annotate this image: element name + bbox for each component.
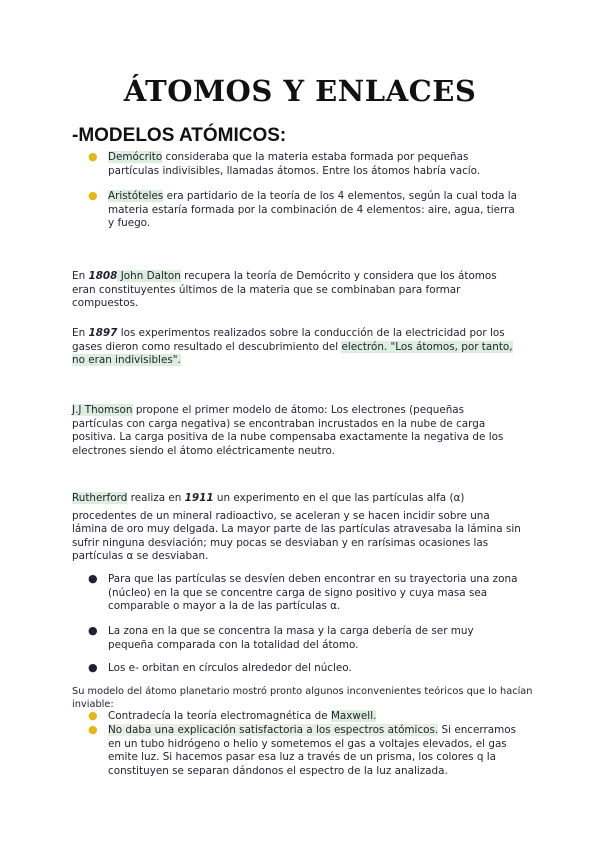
text: recupera la teoría de Demócrito y considera que los átomos: [180, 270, 497, 282]
list-item: [88, 661, 352, 676]
highlight-name: Rutherford: [72, 492, 128, 504]
list-item: [88, 624, 474, 652]
text: Su modelo del átomo planetario mostró pronto algunos inconvenientes teóricos que lo hacían: [72, 686, 533, 697]
bullet-icon: ●: [88, 723, 98, 736]
list-text: comparable o mayor a la de las partículas α.: [108, 600, 341, 613]
highlight-name: Demócrito: [108, 151, 163, 163]
list-text: materia estaría formada por la combinación de 4 elementos: aire, agua, tierra: [108, 203, 515, 216]
text: un experimento en el que las partículas alfa (α): [213, 492, 465, 504]
text: sufrir ninguna desviación; muy pocas se desviaban y en rarísimas ocasiones las: [72, 536, 489, 549]
paragraph-thomson: [72, 404, 503, 458]
list-item-espectros: [88, 723, 517, 778]
list-text: Para que las partículas se desvíen deben encontrar en su trayectoria una zona: [108, 573, 518, 585]
year: 1808: [88, 270, 118, 282]
list-text: Contradecía la teoría electromagnética de: [108, 710, 331, 722]
list-text: (núcleo) en la que se concentre carga de signo positivo y cuya masa sea: [108, 586, 488, 599]
list-text: La zona en la que se concentra la masa y la carga debería de ser muy: [108, 625, 474, 637]
highlight-name: Maxwell.: [330, 710, 377, 722]
bullet-icon: ●: [88, 661, 98, 674]
highlight-phrase: No daba una explicación satisfactoria a los espectros atómicos.: [108, 724, 439, 736]
list-text: Los e- orbitan en círculos alrededor del núcleo.: [108, 662, 352, 674]
list-text: y fuego.: [108, 217, 151, 230]
text: partículas con carga negativa) se encontraban incrustados en la nube de carga: [72, 417, 486, 430]
paragraph-electron: [72, 327, 513, 368]
list-item-aristoteles: [88, 189, 518, 231]
list-item-democrito: [88, 150, 481, 178]
bullet-icon: ●: [88, 189, 98, 202]
text: los experimentos realizados sobre la conducción de la electricidad por los: [117, 327, 505, 339]
paragraph-dalton: [72, 270, 497, 311]
bullet-icon: ●: [88, 150, 98, 163]
list-text: consideraba que la materia estaba formada por pequeñas: [162, 151, 469, 163]
bullet-icon: ●: [88, 572, 98, 585]
list-item-maxwell: [88, 709, 377, 724]
text: positiva. La carga positiva de la nube compensaba exactamente la negativa de los: [72, 431, 504, 444]
list-item: [88, 572, 518, 614]
year: 1897: [88, 327, 118, 339]
text: procedentes de un mineral radioactivo, se aceleran y se hacen incidir sobre una: [72, 509, 490, 522]
text: partículas α se desviaban.: [72, 550, 209, 563]
year: 1911: [184, 492, 214, 504]
highlight-quote: no eran indivisibles".: [72, 354, 181, 367]
paragraph-planetary: [72, 686, 533, 711]
text: compuestos.: [72, 297, 139, 310]
text: En: [72, 270, 89, 282]
text: gases dieron como resultado el descubrimiento del: [72, 340, 342, 353]
list-text: en un tubo hidrógeno o helio y sometemos el gas a voltajes elevados, el gas: [108, 737, 507, 750]
text: propone el primer modelo de átomo: Los electrones (pequeñas: [132, 404, 465, 416]
list-text: partículas indivisibles, llamadas átomos. Entre los átomos habría vacío.: [108, 164, 481, 177]
page-title: ÁTOMOS Y ENLACES: [123, 74, 477, 108]
list-text: era partidario de la teoría de los 4 elementos, según la cual toda la: [163, 190, 518, 202]
list-text: emite luz. Si hacemos pasar esa luz a través de un prisma, los colores q la: [108, 751, 497, 764]
highlight-term: electrón: [341, 340, 384, 353]
text: realiza en: [127, 492, 185, 504]
text: lámina de oro muy delgada. La mayor parte de las partículas atravesaba la lámina sin: [72, 523, 521, 536]
text: electrones siendo el átomo eléctricamente neutro.: [72, 444, 335, 457]
highlight-name: Aristóteles: [108, 190, 164, 202]
paragraph-rutherford: [72, 492, 521, 564]
bullet-icon: ●: [88, 709, 98, 722]
highlight-quote: . "Los átomos, por tanto,: [383, 340, 513, 353]
list-text: constituyen se separan dándonos el espectro de la luz analizada.: [108, 764, 448, 777]
list-text: Si encerramos: [438, 724, 517, 736]
bullet-icon: ●: [88, 624, 98, 637]
highlight-name: John Dalton: [117, 270, 181, 282]
highlight-name: J.J Thomson: [72, 404, 133, 416]
text: eran constituyentes últimos de la materia que se combinaban para formar: [72, 283, 461, 296]
section-heading: -MODELOS ATÓMICOS:: [72, 125, 287, 146]
text: inviable:: [72, 698, 114, 710]
text: En: [72, 327, 89, 339]
list-text: pequeña comparada con la totalidad del átomo.: [108, 638, 359, 651]
